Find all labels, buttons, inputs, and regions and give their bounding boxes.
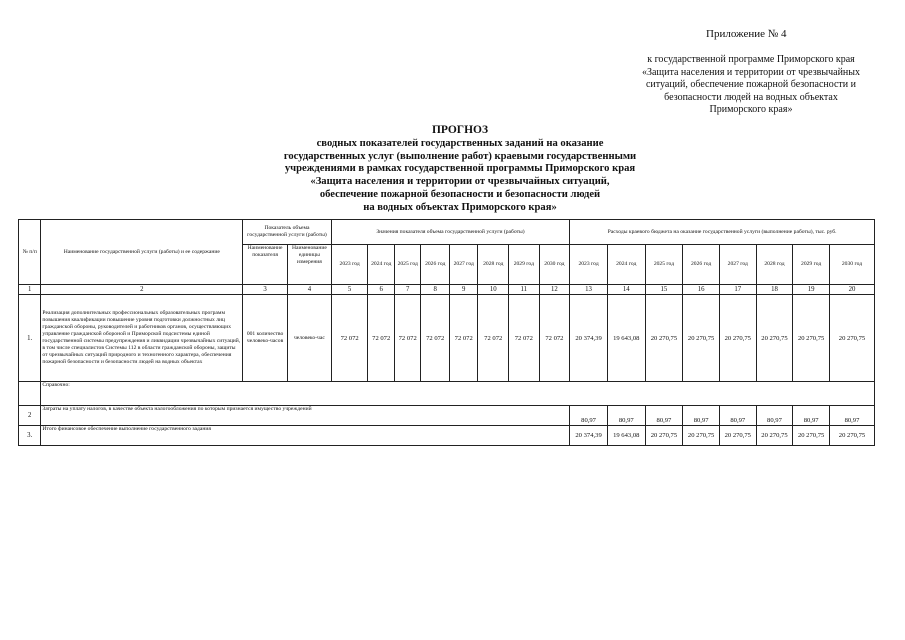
title-line: обеспечение пожарной безопасности и безопасности людей bbox=[319, 188, 601, 200]
appendix-reference-line: к государственной программе Приморского края bbox=[647, 54, 855, 65]
appendix-reference-line: безопасности людей на водных объектах bbox=[664, 91, 838, 103]
expense-value: 80,97 bbox=[570, 406, 608, 426]
expense-value: 80,97 bbox=[683, 406, 720, 426]
appendix-reference-line: ситуаций, обеспечение пожарной безопасности и bbox=[645, 79, 857, 90]
row-description: Итого финансовое обеспечение выполнение государственного задания bbox=[41, 426, 570, 446]
appendix-reference bbox=[612, 54, 890, 117]
header-expense-year: 2029 год bbox=[793, 245, 830, 285]
expense-value: 80,97 bbox=[829, 406, 874, 426]
title-line: сводных показателей государственных заданий на оказание bbox=[316, 137, 604, 149]
forecast-table bbox=[18, 219, 875, 446]
header-value-year: 2030 год bbox=[539, 245, 570, 285]
expense-value: 20 270,75 bbox=[645, 295, 683, 382]
volume-value: 72 072 bbox=[539, 295, 570, 382]
volume-value: 72 072 bbox=[368, 295, 394, 382]
column-number: 2 bbox=[41, 285, 243, 295]
expense-value: 80,97 bbox=[645, 406, 683, 426]
expense-value: 19 643,08 bbox=[607, 295, 645, 382]
column-number: 6 bbox=[368, 285, 394, 295]
column-number: 4 bbox=[287, 285, 331, 295]
title-line: учреждениями в рамках государственной программы Приморского края bbox=[284, 163, 636, 175]
appendix-reference-line: Приморского края» bbox=[709, 104, 793, 115]
header-indicator-name: Наименование показателя bbox=[243, 245, 288, 285]
expense-value: 20 270,75 bbox=[829, 295, 874, 382]
expense-value: 80,97 bbox=[719, 406, 756, 426]
expense-value: 20 270,75 bbox=[793, 295, 830, 382]
header-expense-year: 2027 год bbox=[719, 245, 756, 285]
volume-value: 72 072 bbox=[421, 295, 450, 382]
column-number: 8 bbox=[421, 285, 450, 295]
header-expenses-group: Расходы краевого бюджета на оказание государственной услуги (выполнение работы), тыс. руб. bbox=[570, 220, 875, 245]
header-value-year: 2023 год bbox=[331, 245, 368, 285]
unit-name: человеко-час bbox=[287, 295, 331, 382]
header-expense-year: 2024 год bbox=[607, 245, 645, 285]
service-description: Реализация дополнительных профессиональных образовательных программ повышения квалификации повышение уровня подготовки должностных лиц гражданской обороны, руководителей и работников органов, осуществляющих управление гражданской обороной и Приморской подсистемы единой государственной системы предупреждения и ликвидации чрезвычайных ситуаций, в том числе специалистов Системы 112 в области гражданской обороны, защиты от чрезвычайных ситуаций природного и техногенного характера, обеспечения пожарной безопасности и безопасности людей на водных объектах bbox=[41, 295, 243, 382]
column-number: 20 bbox=[829, 285, 874, 295]
header-expense-year: 2026 год bbox=[683, 245, 720, 285]
expense-value: 20 374,39 bbox=[570, 295, 608, 382]
document-title bbox=[250, 124, 670, 215]
expense-value: 80,97 bbox=[756, 406, 793, 426]
column-number: 17 bbox=[719, 285, 756, 295]
row-number: 2 bbox=[19, 406, 41, 426]
expense-value: 20 270,75 bbox=[719, 295, 756, 382]
expense-value: 80,97 bbox=[793, 406, 830, 426]
expense-value: 20 270,75 bbox=[793, 426, 830, 446]
volume-value: 72 072 bbox=[478, 295, 509, 382]
volume-value: 72 072 bbox=[449, 295, 478, 382]
expense-value: 20 270,75 bbox=[645, 426, 683, 446]
expense-value: 20 374,39 bbox=[570, 426, 608, 446]
header-expense-year: 2030 год bbox=[829, 245, 874, 285]
volume-value: 72 072 bbox=[331, 295, 368, 382]
column-number: 16 bbox=[683, 285, 720, 295]
reference-label: Справочно: bbox=[41, 382, 875, 406]
expense-value: 20 270,75 bbox=[756, 426, 793, 446]
column-number: 15 bbox=[645, 285, 683, 295]
header-value-year: 2027 год bbox=[449, 245, 478, 285]
volume-value: 72 072 bbox=[509, 295, 540, 382]
table-row bbox=[19, 295, 875, 382]
row-description: Затраты на уплату налогов, в качестве объекта налогообложения по которым признается имущество учреждений bbox=[41, 406, 570, 426]
volume-value: 72 072 bbox=[394, 295, 420, 382]
indicator-name: 001 количество человеко-часов bbox=[243, 295, 288, 382]
column-number: 14 bbox=[607, 285, 645, 295]
reference-row bbox=[19, 382, 875, 406]
column-number: 9 bbox=[449, 285, 478, 295]
title-line: государственных услуг (выполнение работ) краевыми государственными bbox=[283, 150, 637, 162]
expense-value: 19 643,08 bbox=[607, 426, 645, 446]
table-row bbox=[19, 426, 875, 446]
column-number: 5 bbox=[331, 285, 368, 295]
title-heading: ПРОГНОЗ bbox=[431, 124, 489, 136]
column-number: 12 bbox=[539, 285, 570, 295]
expense-value: 20 270,75 bbox=[719, 426, 756, 446]
column-number: 13 bbox=[570, 285, 608, 295]
appendix-reference-line: «Защита населения и территории от чрезвычайных bbox=[641, 66, 860, 78]
expense-value: 20 270,75 bbox=[683, 426, 720, 446]
column-number: 11 bbox=[509, 285, 540, 295]
header-value-year: 2028 год bbox=[478, 245, 509, 285]
header-value-year: 2024 год bbox=[368, 245, 394, 285]
expense-value: 20 270,75 bbox=[829, 426, 874, 446]
header-value-year: 2029 год bbox=[509, 245, 540, 285]
expense-value: 20 270,75 bbox=[756, 295, 793, 382]
column-number: 18 bbox=[756, 285, 793, 295]
column-number: 7 bbox=[394, 285, 420, 295]
header-no: № п/п bbox=[19, 220, 41, 285]
column-number: 3 bbox=[243, 285, 288, 295]
expense-value: 80,97 bbox=[607, 406, 645, 426]
column-number: 1 bbox=[19, 285, 41, 295]
header-unit-name: Наименование единицы измерения bbox=[287, 245, 331, 285]
title-line: «Защита населения и территории от чрезвычайных ситуаций, bbox=[310, 176, 610, 188]
title-line: на водных объектах Приморского края» bbox=[363, 201, 557, 213]
appendix-number: Приложение № 4 bbox=[706, 28, 787, 40]
table-row bbox=[19, 406, 875, 426]
header-expense-year: 2028 год bbox=[756, 245, 793, 285]
column-number-row bbox=[19, 285, 875, 295]
header-volume-indicator: Показатель объема государственной услуги (работы) bbox=[243, 220, 332, 245]
header-expense-year: 2025 год bbox=[645, 245, 683, 285]
expense-value: 20 270,75 bbox=[683, 295, 720, 382]
header-values-group: Значения показателя объема государственной услуги (работы) bbox=[331, 220, 569, 245]
header-value-year: 2026 год bbox=[421, 245, 450, 285]
column-number: 10 bbox=[478, 285, 509, 295]
header-expense-year: 2023 год bbox=[570, 245, 608, 285]
column-number: 19 bbox=[793, 285, 830, 295]
header-value-year: 2025 год bbox=[394, 245, 420, 285]
row-number: 1. bbox=[19, 295, 41, 382]
header-service-name: Наименование государственной услуги (работы) и ее содержание bbox=[41, 220, 243, 285]
row-number: 3. bbox=[19, 426, 41, 446]
